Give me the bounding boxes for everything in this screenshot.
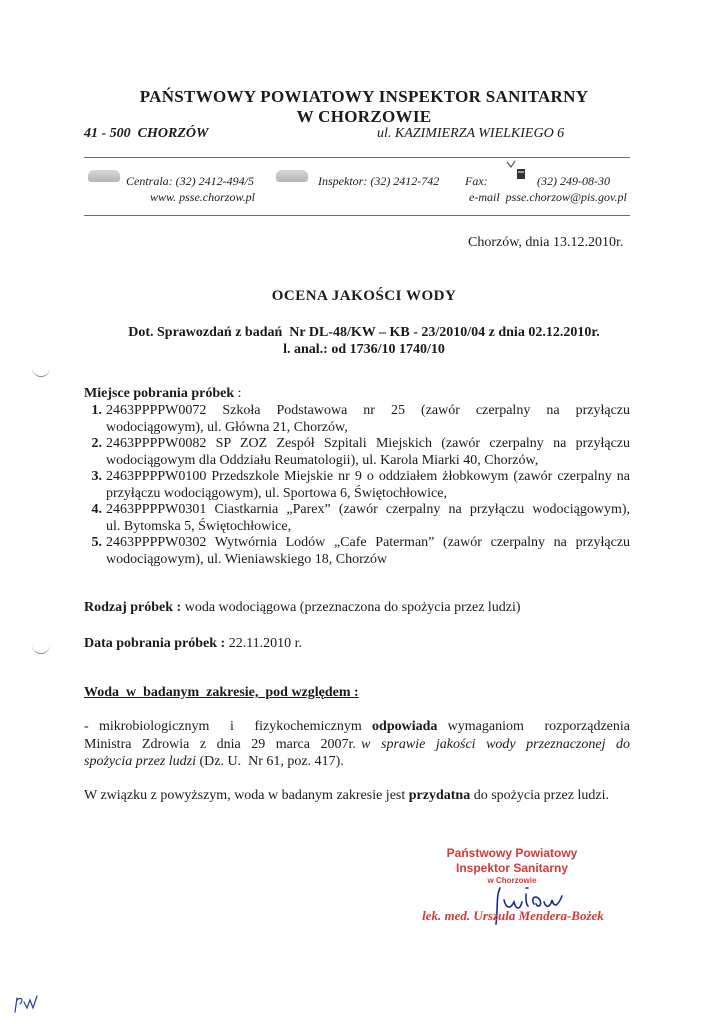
sample-date	[84, 636, 302, 652]
list-item	[84, 403, 630, 436]
list-item-line2: wodociągowym), ul. Wieniawskiego 18, Chorzów	[106, 551, 388, 567]
list-item	[84, 469, 630, 502]
reference-line1: Dot. Sprawozdań z badań Nr DL-48/KW – KB - 23/2010/04 z dnia 02.12.2010r.	[128, 325, 600, 340]
assessment-text: Ministra Zdrowia z dnia 29 marca 2007r.	[84, 737, 362, 752]
document-title: OCENA JAKOŚCI WODY	[271, 288, 457, 304]
official-stamp-line3: w Chorzowie	[487, 876, 537, 885]
email-address: e-mail psse.chorzow@pis.gov.pl	[469, 190, 627, 204]
list-item-number: 3.	[91, 469, 102, 484]
list-item-line1: 2463PPPPW0100 Przedszkole Miejskie nr 9 o oddziałem żłobkowym (zawór czerpalny na	[106, 469, 630, 484]
assessment-text: (Dz. U. Nr 61, poz. 417).	[196, 754, 344, 769]
conclusion-text: do spożycia przez ludzi.	[470, 788, 609, 803]
sampling-place-colon: :	[237, 386, 242, 401]
assessment-line1	[84, 718, 630, 735]
handwritten-initials	[12, 992, 42, 1014]
list-item	[84, 502, 630, 535]
assessment-line3	[84, 753, 630, 770]
list-item	[84, 535, 630, 568]
sampling-place-label: Miejsce pobrania próbek	[84, 386, 235, 401]
website: www. psse.chorzow.pl	[150, 190, 255, 204]
list-item	[84, 436, 630, 469]
list-item-number: 1.	[91, 403, 102, 418]
postal-code-city: 41 - 500 CHORZÓW	[84, 126, 209, 141]
list-item-line2: wodociągowym), ul. Główna 21, Chorzów,	[106, 419, 348, 435]
assessment-verdict: odpowiada	[372, 719, 438, 734]
phone-icon	[276, 170, 308, 182]
date-place: Chorzów, dnia 13.12.2010r.	[468, 235, 624, 250]
header-rule-bottom	[84, 215, 630, 216]
regulation-title: w sprawie jakości wody przeznaczonej do	[361, 737, 630, 752]
list-item-line2: wodociągowym dla Oddziału Reumatologii), ul. Karola Miarki 40, Chorzów,	[106, 452, 539, 468]
conclusion-text: W związku z powyższym, woda w badanym zakresie jest	[84, 788, 409, 803]
list-item-line1: 2463PPPPW0072 Szkoła Podstawowa nr 25 (zawór czerpalny na przyłączu	[106, 403, 630, 418]
fax-number: (32) 249-08-30	[537, 174, 610, 188]
signatory-name: lek. med. Urszula Mendera-Bożek	[422, 908, 604, 923]
list-item-line1: 2463PPPPW0302 Wytwórnia Lodów „Cafe Paterman” (zawór czerpalny na przyłączu	[106, 535, 630, 550]
margin-mark	[32, 368, 50, 377]
assessment-text: wymaganiom rozporządzenia	[437, 719, 630, 734]
phone-icon	[88, 170, 120, 182]
assessment-heading: Woda w badanym zakresie, pod względem :	[84, 685, 359, 700]
inspector-phone: Inspektor: (32) 2412-742	[318, 174, 440, 188]
sampling-place-list	[84, 403, 630, 568]
conclusion-verdict: przydatna	[408, 788, 471, 803]
list-item-number: 2.	[91, 436, 102, 451]
central-phone: Centrala: (32) 2412-494/5	[126, 174, 254, 188]
conclusion	[84, 787, 630, 804]
sample-type-value: woda wodociągowa (przeznaczona do spożycia przez ludzi)	[184, 600, 521, 615]
sample-date-label: Data pobrania próbek :	[84, 636, 226, 651]
official-stamp-line1: Państwowy Powiatowy	[446, 846, 578, 860]
list-item-line2: ul. Bytomska 5, Świętochłowice,	[106, 518, 292, 534]
fax-machine-icon	[505, 160, 527, 180]
list-item-number: 5.	[91, 535, 102, 550]
regulation-title: spożycia przez ludzi	[84, 754, 196, 769]
institution-title-line1: PAŃSTWOWY POWIATOWY INSPEKTOR SANITARNY	[139, 87, 589, 106]
street-address: ul. KAZIMIERZA WIELKIEGO 6	[377, 126, 565, 141]
list-item-number: 4.	[91, 502, 102, 517]
sample-date-value: 22.11.2010 r.	[228, 636, 303, 651]
list-item-line2: przyłączu wodociągowym), ul. Sportowa 6, Świętochłowice,	[106, 485, 447, 501]
institution-title-line2: W CHORZOWIE	[296, 107, 432, 126]
assessment-text: - mikrobiologicznym i fizykochemicznym	[84, 719, 373, 734]
sampling-place-heading	[84, 386, 242, 402]
official-stamp-line2: Inspektor Sanitarny	[455, 861, 569, 875]
assessment-line2	[84, 736, 630, 753]
reference-line2: l. anal.: od 1736/10 1740/10	[283, 342, 445, 357]
margin-mark	[32, 645, 50, 654]
list-item-line1: 2463PPPPW0082 SP ZOZ Zespół Szpitali Miejskich (zawór czerpalny na przyłączu	[106, 436, 630, 451]
sample-type	[84, 600, 521, 616]
header-rule-top	[84, 157, 630, 158]
list-item-line1: 2463PPPPW0301 Ciastkarnia „Parex” (zawór czerpalny na przyłączu wodociągowym),	[106, 502, 630, 517]
fax-label: Fax:	[465, 174, 488, 188]
sample-type-label: Rodzaj próbek :	[84, 600, 182, 615]
